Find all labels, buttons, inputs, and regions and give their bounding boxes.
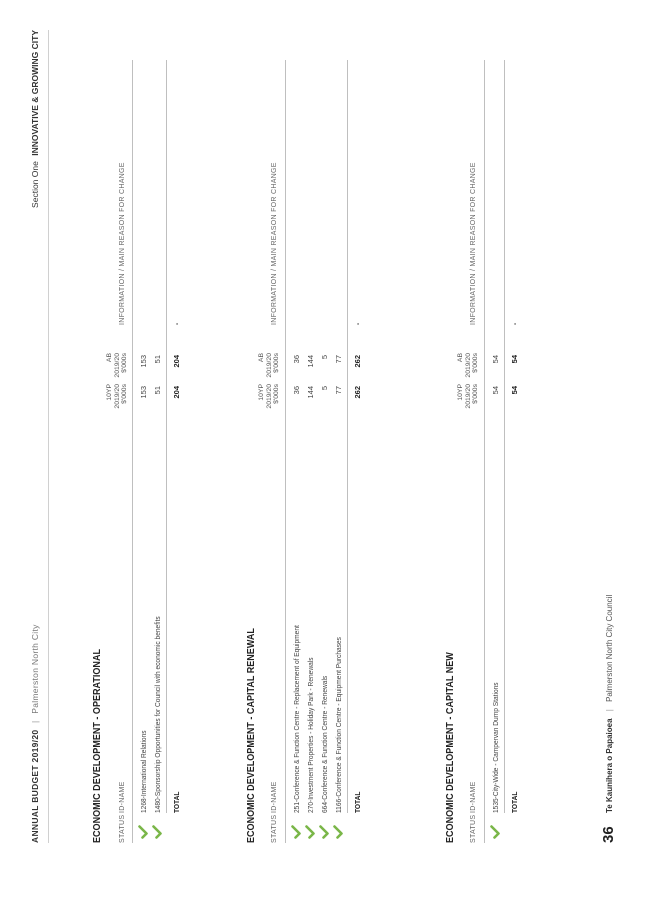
total-rule [504, 60, 505, 813]
10yp-column-header: 10YP 2019/20 $'000s [457, 384, 479, 409]
total-ab-value: 204 [172, 355, 181, 368]
total-ab-value: 262 [353, 355, 362, 368]
page-footer [605, 595, 614, 813]
row-10yp-value: 51 [153, 386, 162, 395]
total-label: TOTAL [510, 791, 519, 813]
row-name: 1166-Conference & Function Centre - Equipment Purchases [334, 637, 343, 813]
section-title: ECONOMIC DEVELOPMENT - CAPITAL RENEWAL [245, 628, 257, 843]
id-name-column-header: ID-NAME [119, 781, 126, 813]
council-name: Palmerston North City Council [605, 594, 614, 702]
check-icon [333, 825, 343, 839]
row-name: 1535-City-Wide - Campervan Dump Stations [491, 682, 500, 813]
ab-column-header: AB 2019/20 $'000s [258, 353, 280, 378]
row-name: 270-Investment Properties - Holiday Park - Renewals [306, 657, 315, 813]
row-10yp-value: 36 [292, 386, 301, 395]
table-header-rule [484, 60, 485, 843]
info-column-header: INFORMATION / MAIN REASON FOR CHANGE [470, 162, 477, 325]
total-label: TOTAL [172, 791, 181, 813]
check-icon [291, 825, 301, 839]
10yp-column-header: 10YP 2019/20 $'000s [106, 384, 128, 409]
row-10yp-value: 54 [491, 386, 500, 395]
info-column-header: INFORMATION / MAIN REASON FOR CHANGE [271, 162, 278, 325]
table-header-rule [132, 60, 133, 843]
page-header-left [30, 624, 40, 843]
section-title: ECONOMIC DEVELOPMENT - CAPITAL NEW [444, 652, 456, 843]
budget-label: ANNUAL BUDGET 2019/20 [30, 729, 40, 843]
section-title: ECONOMIC DEVELOPMENT - OPERATIONAL [91, 649, 103, 843]
row-ab-value: 36 [292, 355, 301, 364]
total-info: - [172, 322, 181, 325]
check-icon [319, 825, 329, 839]
total-rule [347, 60, 348, 813]
ab-column-header: AB 2019/20 $'000s [106, 353, 128, 378]
page-number: 36 [600, 826, 617, 843]
row-name: 1480-Sponsorship Opportunities for Council with economic benefits [153, 616, 162, 813]
row-ab-value: 144 [306, 355, 315, 368]
section-name: INNOVATIVE & GROWING CITY [30, 30, 40, 156]
row-name: 664-Conference & Function Centre - Renewals [320, 675, 329, 813]
section-prefix: Section One [30, 161, 40, 208]
row-10yp-value: 77 [334, 386, 343, 395]
total-10yp-value: 262 [353, 386, 362, 399]
city-name: Palmerston North City [30, 624, 40, 714]
row-ab-value: 51 [153, 355, 162, 364]
row-10yp-value: 144 [306, 386, 315, 399]
id-name-column-header: ID-NAME [470, 781, 477, 813]
maori-council-name: Te Kaunihera o Papaioea [605, 718, 614, 813]
10yp-column-header: 10YP 2019/20 $'000s [258, 384, 280, 409]
total-info: - [353, 322, 362, 325]
row-ab-value: 153 [139, 355, 148, 368]
page-header-right [30, 30, 40, 208]
ab-column-header: AB 2019/20 $'000s [457, 353, 479, 378]
check-icon [138, 825, 148, 839]
header-divider [48, 30, 49, 843]
total-10yp-value: 204 [172, 386, 181, 399]
row-ab-value: 54 [491, 355, 500, 364]
total-rule [166, 60, 167, 813]
info-column-header: INFORMATION / MAIN REASON FOR CHANGE [119, 162, 126, 325]
footer-separator: | [605, 709, 614, 712]
row-ab-value: 77 [334, 355, 343, 364]
row-name: 1268-International Relations [139, 730, 148, 813]
row-ab-value: 5 [320, 355, 329, 360]
row-10yp-value: 5 [320, 386, 329, 391]
row-10yp-value: 153 [139, 386, 148, 399]
id-name-column-header: ID-NAME [271, 781, 278, 813]
check-icon [152, 825, 162, 839]
check-icon [305, 825, 315, 839]
header-separator: | [30, 720, 40, 723]
status-column-header: STATUS [271, 814, 278, 843]
total-label: TOTAL [353, 791, 362, 813]
status-column-header: STATUS [470, 814, 477, 843]
total-info: - [510, 322, 519, 325]
table-header-rule [285, 60, 286, 843]
status-column-header: STATUS [119, 814, 126, 843]
total-ab-value: 54 [510, 355, 519, 364]
total-10yp-value: 54 [510, 386, 519, 395]
check-icon [490, 825, 500, 839]
row-name: 251-Conference & Function Centre - Replacement of Equipment [292, 625, 301, 813]
